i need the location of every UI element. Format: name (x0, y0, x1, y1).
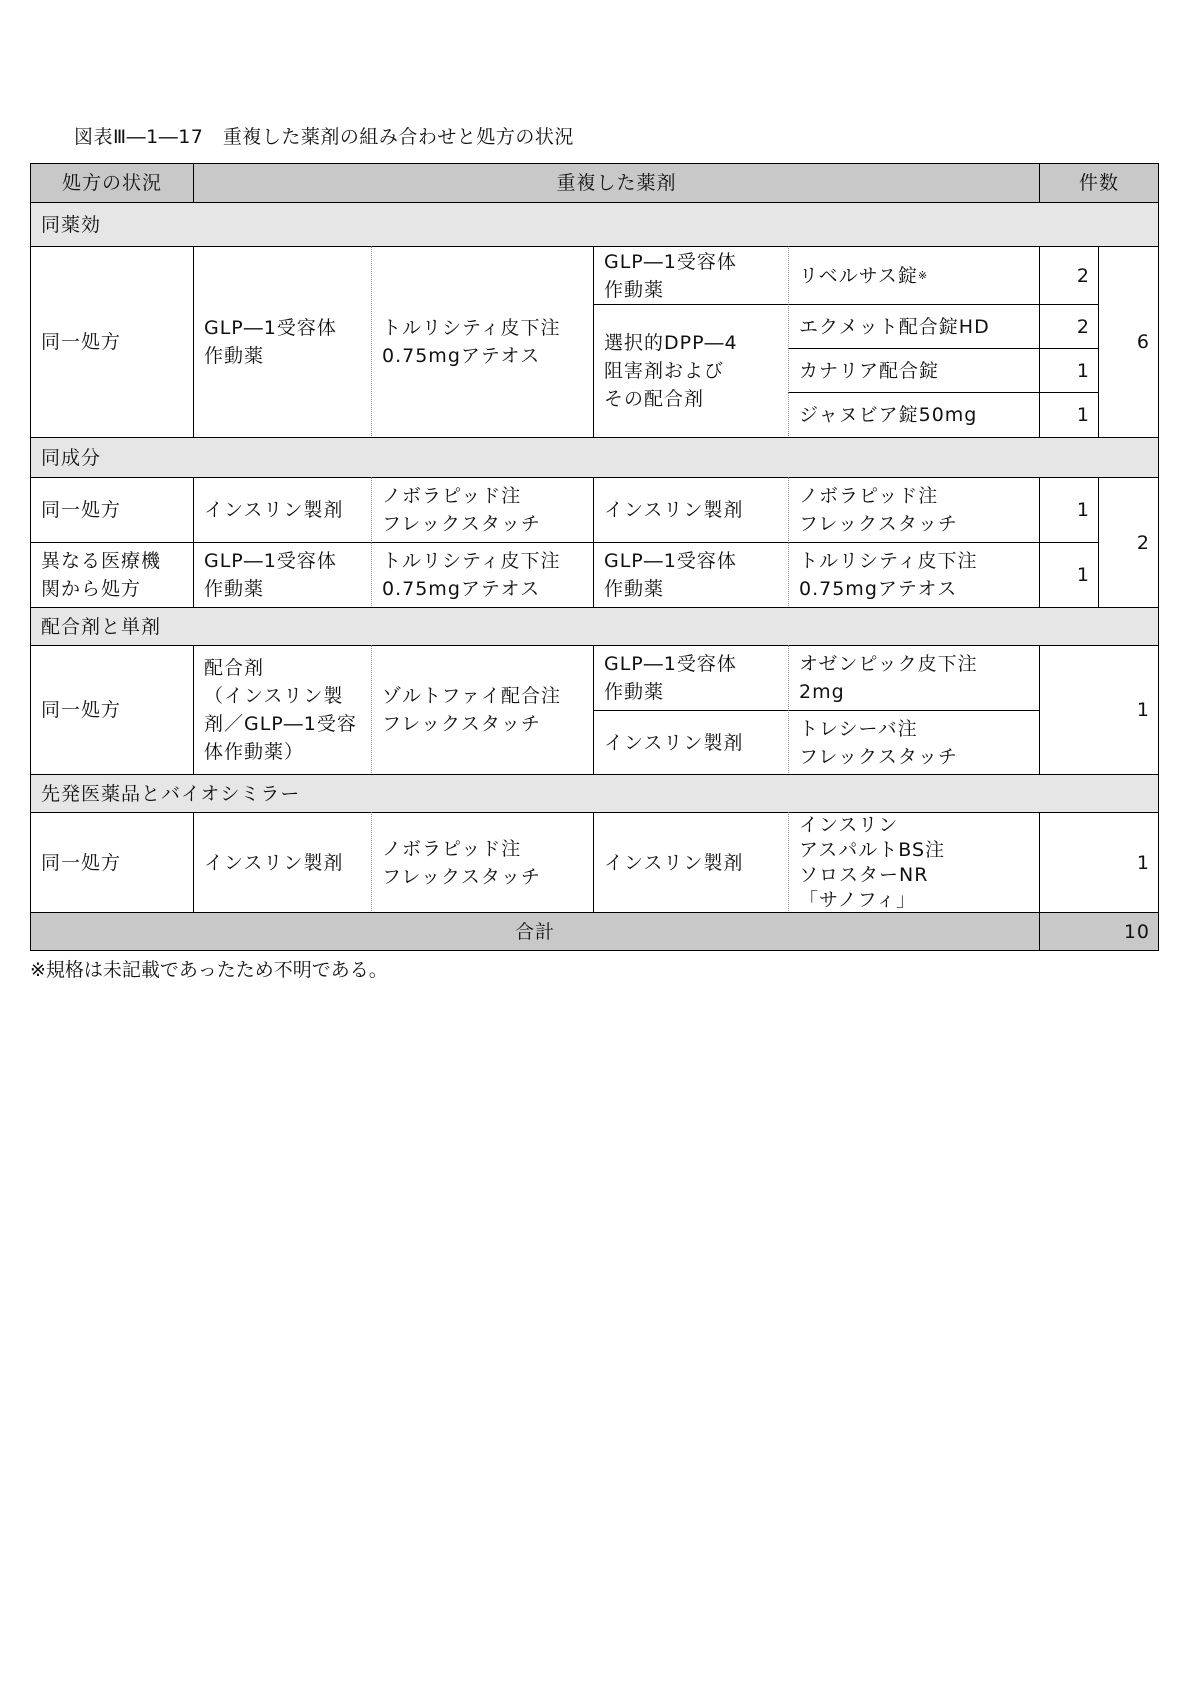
drug2-name: エクメット配合錠HD (788, 304, 1040, 349)
section-same-efficacy: 同薬効 (30, 202, 1159, 247)
drug1-class: 配合剤 （インスリン製 剤／GLP―1受容 体作動薬） (193, 645, 372, 775)
status-cell: 同一処方 (30, 477, 194, 543)
drug2-name: トレシーバ注 フレックスタッチ (788, 710, 1040, 775)
drug2-class: GLP―1受容体 作動薬 (593, 645, 789, 711)
drug2-class: インスリン製剤 (593, 477, 789, 543)
drug2-class: インスリン製剤 (593, 710, 789, 775)
count-cell: 2 (1039, 304, 1099, 349)
note-mark: ※ (917, 268, 929, 282)
drug1-name: トルリシティ皮下注 0.75mgアテオス (371, 246, 594, 438)
count-cell: 1 (1039, 348, 1099, 393)
drug1-class: GLP―1受容体 作動薬 (193, 542, 372, 608)
subtotal-cell: 6 (1098, 246, 1159, 438)
status-cell: 同一処方 (30, 645, 194, 775)
count-cell: 2 (1039, 246, 1099, 305)
drug2-name (788, 246, 1040, 305)
header-drugs: 重複した薬剤 (193, 163, 1040, 203)
section-original-vs-biosimilar: 先発医薬品とバイオシミラー (30, 774, 1159, 813)
drug2-name: トルリシティ皮下注 0.75mgアテオス (788, 542, 1040, 608)
footnote: ※規格は未記載であったため不明である。 (30, 959, 388, 981)
section-combination-vs-single: 配合剤と単剤 (30, 607, 1159, 646)
total-label: 合計 (30, 912, 1040, 951)
drug1-name: トルリシティ皮下注 0.75mgアテオス (371, 542, 594, 608)
total-value: 10 (1039, 912, 1159, 951)
drug1-name: ゾルトファイ配合注 フレックスタッチ (371, 645, 594, 775)
subtotal-cell: 2 (1098, 477, 1159, 608)
drug1-name: ノボラピッド注 フレックスタッチ (371, 812, 594, 913)
drug2-name-text: リベルサス錠 (799, 264, 918, 287)
status-cell: 同一処方 (30, 812, 194, 913)
drug2-name: オゼンピック皮下注 2mg (788, 645, 1040, 711)
drug2-name: インスリン アスパルトBS注 ソロスターNR 「サノフィ」 (788, 812, 1040, 913)
drug2-class: GLP―1受容体 作動薬 (593, 542, 789, 608)
drug1-class: GLP―1受容体 作動薬 (193, 246, 372, 438)
header-status: 処方の状況 (30, 163, 194, 203)
drug2-class: GLP―1受容体 作動薬 (593, 246, 789, 305)
header-count: 件数 (1039, 163, 1159, 203)
drug2-class: インスリン製剤 (593, 812, 789, 913)
drug2-name: ジャヌビア錠50mg (788, 392, 1040, 438)
status-cell: 同一処方 (30, 246, 194, 438)
drug1-class: インスリン製剤 (193, 812, 372, 913)
count-cell: 1 (1039, 645, 1159, 775)
status-cell: 異なる医療機 関から処方 (30, 542, 194, 608)
drug2-name: カナリア配合錠 (788, 348, 1040, 393)
count-cell: 1 (1039, 392, 1099, 438)
count-cell: 1 (1039, 542, 1099, 608)
table-title: 図表Ⅲ―1―17 重複した薬剤の組み合わせと処方の状況 (74, 126, 574, 148)
drug2-class: 選択的DPP―4 阻害剤および その配合剤 (593, 304, 789, 438)
drug2-name: ノボラピッド注 フレックスタッチ (788, 477, 1040, 543)
drug1-name: ノボラピッド注 フレックスタッチ (371, 477, 594, 543)
count-cell: 1 (1039, 477, 1099, 543)
section-same-ingredient: 同成分 (30, 437, 1159, 478)
count-cell: 1 (1039, 812, 1159, 913)
drug1-class: インスリン製剤 (193, 477, 372, 543)
